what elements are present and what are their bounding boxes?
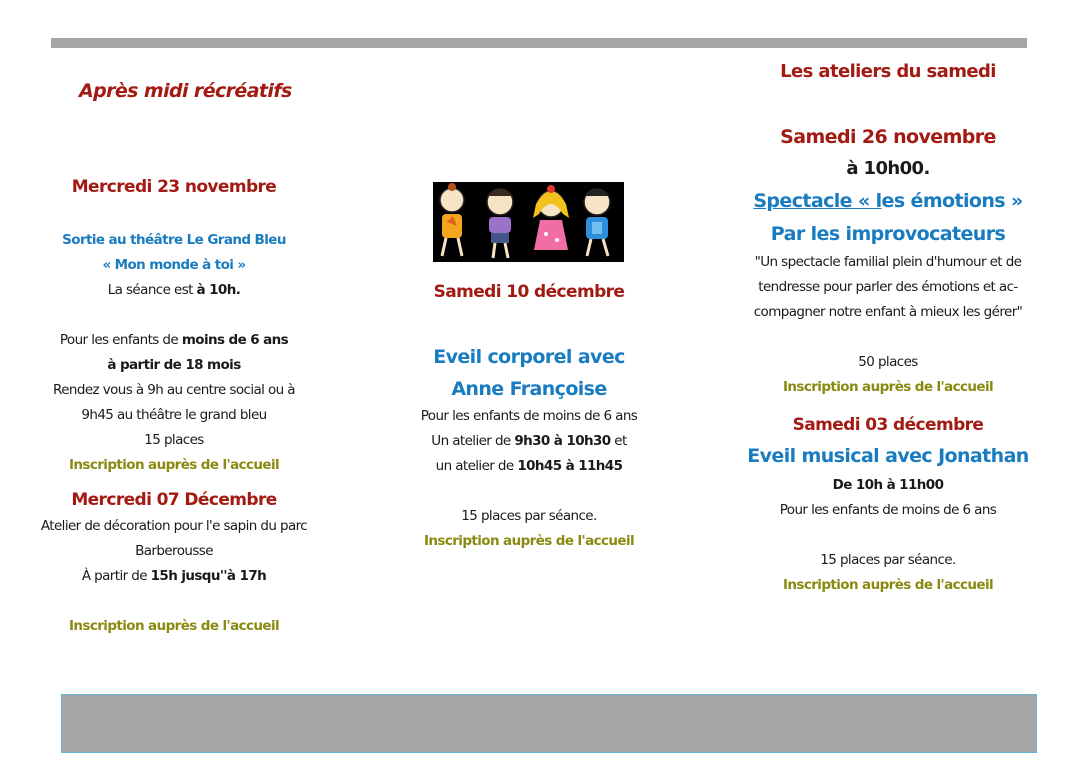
event-description: Barberousse <box>135 543 213 559</box>
signup-note: Inscription auprès de l'accueil <box>782 577 994 593</box>
event-title: Eveil corporel avec <box>433 346 625 368</box>
event-date: Samedi 03 décembre <box>792 415 984 435</box>
event-date: Samedi 10 décembre <box>433 282 625 302</box>
footer-bar <box>61 694 1037 753</box>
signup-note: Inscription auprès de l'accueil <box>782 379 994 395</box>
event-description: Atelier de décoration pour l'e sapin du parc <box>40 518 308 534</box>
dancing-children-image <box>433 182 624 262</box>
event-audience: Pour les enfants de moins de 6 ans <box>779 502 997 518</box>
event-audience: Pour les enfants de moins de 6 ans <box>59 332 289 348</box>
left-column <box>25 174 323 639</box>
event-title: Eveil musical avec Jonathan <box>747 445 1029 467</box>
signup-note: Inscription auprès de l'accueil <box>423 533 635 549</box>
event-places: 50 places <box>858 354 918 370</box>
event-quote: tendresse pour parler des émotions et ac- <box>758 279 1018 295</box>
event-meeting-line: 9h45 au théâtre le grand bleu <box>81 407 267 423</box>
event-time: De 10h à 11h00 <box>832 477 944 493</box>
event-subtitle: « Mon monde à toi » <box>102 257 246 273</box>
top-divider-bar <box>51 38 1027 48</box>
event-date: Mercredi 23 novembre <box>71 177 277 197</box>
children-illustration <box>433 182 624 262</box>
event-start-time: La séance est à 10h. <box>107 282 241 298</box>
event-quote: compagner notre enfant à mieux les gérer" <box>753 304 1023 320</box>
middle-column <box>381 279 677 554</box>
event-session: Un atelier de 9h30 à 10h30 et <box>431 433 627 449</box>
event-quote: "Un spectacle familial plein d'humour et de <box>754 254 1022 270</box>
event-places: 15 places par séance. <box>461 508 597 524</box>
event-title: Anne Françoise <box>451 378 607 400</box>
event-time: à 10h00. <box>846 158 930 179</box>
event-date: Samedi 26 novembre <box>780 126 996 148</box>
event-time: À partir de 15h jusqu''à 17h <box>81 568 267 584</box>
event-audience: Pour les enfants de moins de 6 ans <box>420 408 638 424</box>
event-meeting-line: Rendez vous à 9h au centre social ou à <box>53 382 295 398</box>
event-title: Sortie au théâtre Le Grand Bleu <box>62 232 286 248</box>
event-date: Mercredi 07 Décembre <box>71 490 277 510</box>
event-age: à partir de 18 mois <box>107 357 241 373</box>
right-column <box>734 57 1042 598</box>
signup-note: Inscription auprès de l'accueil <box>68 457 280 473</box>
section-heading-afternoons: Après midi récréatifs <box>79 80 292 102</box>
section-heading-saturday-workshops: Les ateliers du samedi <box>780 61 996 82</box>
event-performers: Par les improvocateurs <box>770 223 1006 245</box>
event-places: 15 places <box>144 432 204 448</box>
event-session: un atelier de 10h45 à 11h45 <box>435 458 623 474</box>
signup-note: Inscription auprès de l'accueil <box>68 618 280 634</box>
event-places: 15 places par séance. <box>820 552 956 568</box>
event-title: Spectacle « les émotions » <box>753 190 1023 212</box>
